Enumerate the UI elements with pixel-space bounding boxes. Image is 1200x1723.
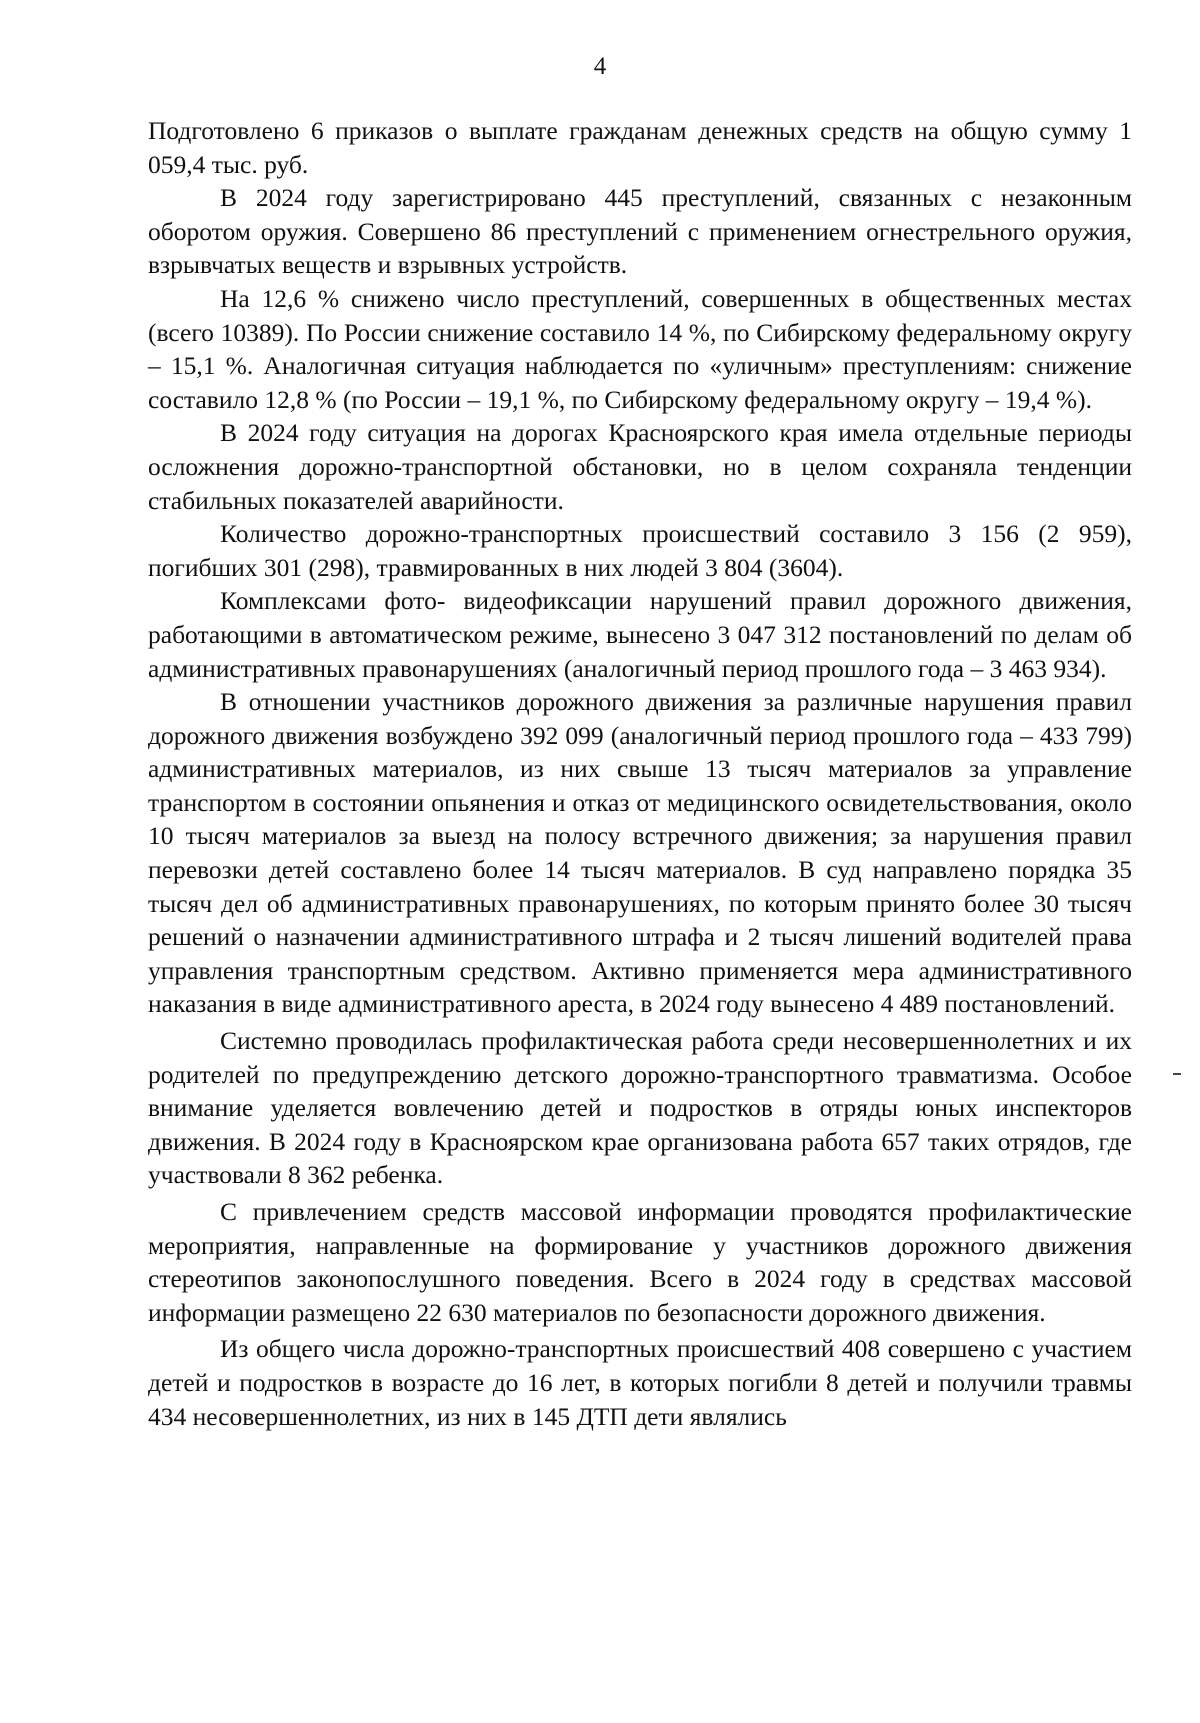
page-number: 4 [593, 53, 607, 80]
paragraph-orders-payments: Подготовлено 6 приказов о выплате гражданам денежных средств на общую сумму 1 059,4 тыс. руб. [148, 116, 1132, 179]
paragraph-child-accidents: Из общего числа дорожно-транспортных происшествий 408 совершено с участием детей и подростков в возрасте до 16 лет, в которых погибли 8 детей и получили травмы 434 несовершеннолетних, из них в 145 ДТП дети являлись [148, 1334, 1132, 1431]
paragraph-weapons-crimes: В 2024 году зарегистрировано 445 преступлений, связанных с незаконным оборотом оружия. Совершено 86 преступлений с применением огнестрельного оружия, взрывчатых веществ и взрывных устройств. [148, 183, 1132, 280]
paragraph-youth-prevention: Системно проводилась профилактическая работа среди несовершеннолетних и их родителей по предупреждению детского дорожно-транспортного травматизма. Особое внимание уделяется вовлечению детей и подростков в отряды юных инспекторов движения. В 2024 году в Красноярском крае организована работа 657 таких отрядов, где участвовали 8 362 ребенка. [148, 1026, 1132, 1190]
document-body [148, 114, 1132, 1433]
paragraph-photo-video-fixation: Комплексами фото- видеофиксации нарушений правил дорожного движения, работающими в автоматическом режиме, вынесено 3 047 312 постановлений по делам об административных правонарушениях (аналогичный период прошлого года – 3 463 934). [148, 586, 1132, 683]
scan-artifact-mark [1173, 1073, 1181, 1075]
paragraph-road-situation: В 2024 году ситуация на дорогах Красноярского края имела отдельные периоды осложнения дорожно-транспортной обстановки, но в целом сохраняла тенденции стабильных показателей аварийности. [148, 418, 1132, 515]
paragraph-public-places-crimes: На 12,6 % снижено число преступлений, совершенных в общественных местах (всего 10389). По России снижение составило 14 %, по Сибирскому федеральному округу – 15,1 %. Аналогичная ситуация наблюдается по «уличным» преступлениям: снижение составило 12,8 % (по России – 19,1 %, по Сибирскому федеральному округу – 19,4 %). [148, 283, 1132, 414]
paragraph-accident-counts: Количество дорожно-транспортных происшествий составило 3 156 (2 959), погибших 301 (298), травмированных в них людей 3 804 (3604). [148, 519, 1132, 582]
paragraph-mass-media: С привлечением средств массовой информации проводятся профилактические мероприятия, направленные на формирование у участников дорожного движения стереотипов законопослушного поведения. Всего в 2024 году в средствах массовой информации размещено 22 630 материалов по безопасности дорожного движения. [148, 1197, 1132, 1327]
paragraph-traffic-violations: В отношении участников дорожного движения за различные нарушения правил дорожного движения возбуждено 392 099 (аналогичный период прошлого года – 433 799) административных материалов, из них свыше 13 тысяч материалов за управление транспортом в состоянии опьянения и отказ от медицинского освидетельствования, около 10 тысяч материалов за выезд на полосу встречного движения; за нарушения правил перевозки детей составлено более 14 тысяч материалов. В суд направлено порядка 35 тысяч дел об административных правонарушениях, по которым принято более 30 тысяч решений о назначении административного штрафа и 2 тысяч лишений водителей права управления транспортным средством. Активно применяется мера административного наказания в виде административного ареста, в 2024 году вынесено 4 489 постановлений. [148, 687, 1132, 1019]
